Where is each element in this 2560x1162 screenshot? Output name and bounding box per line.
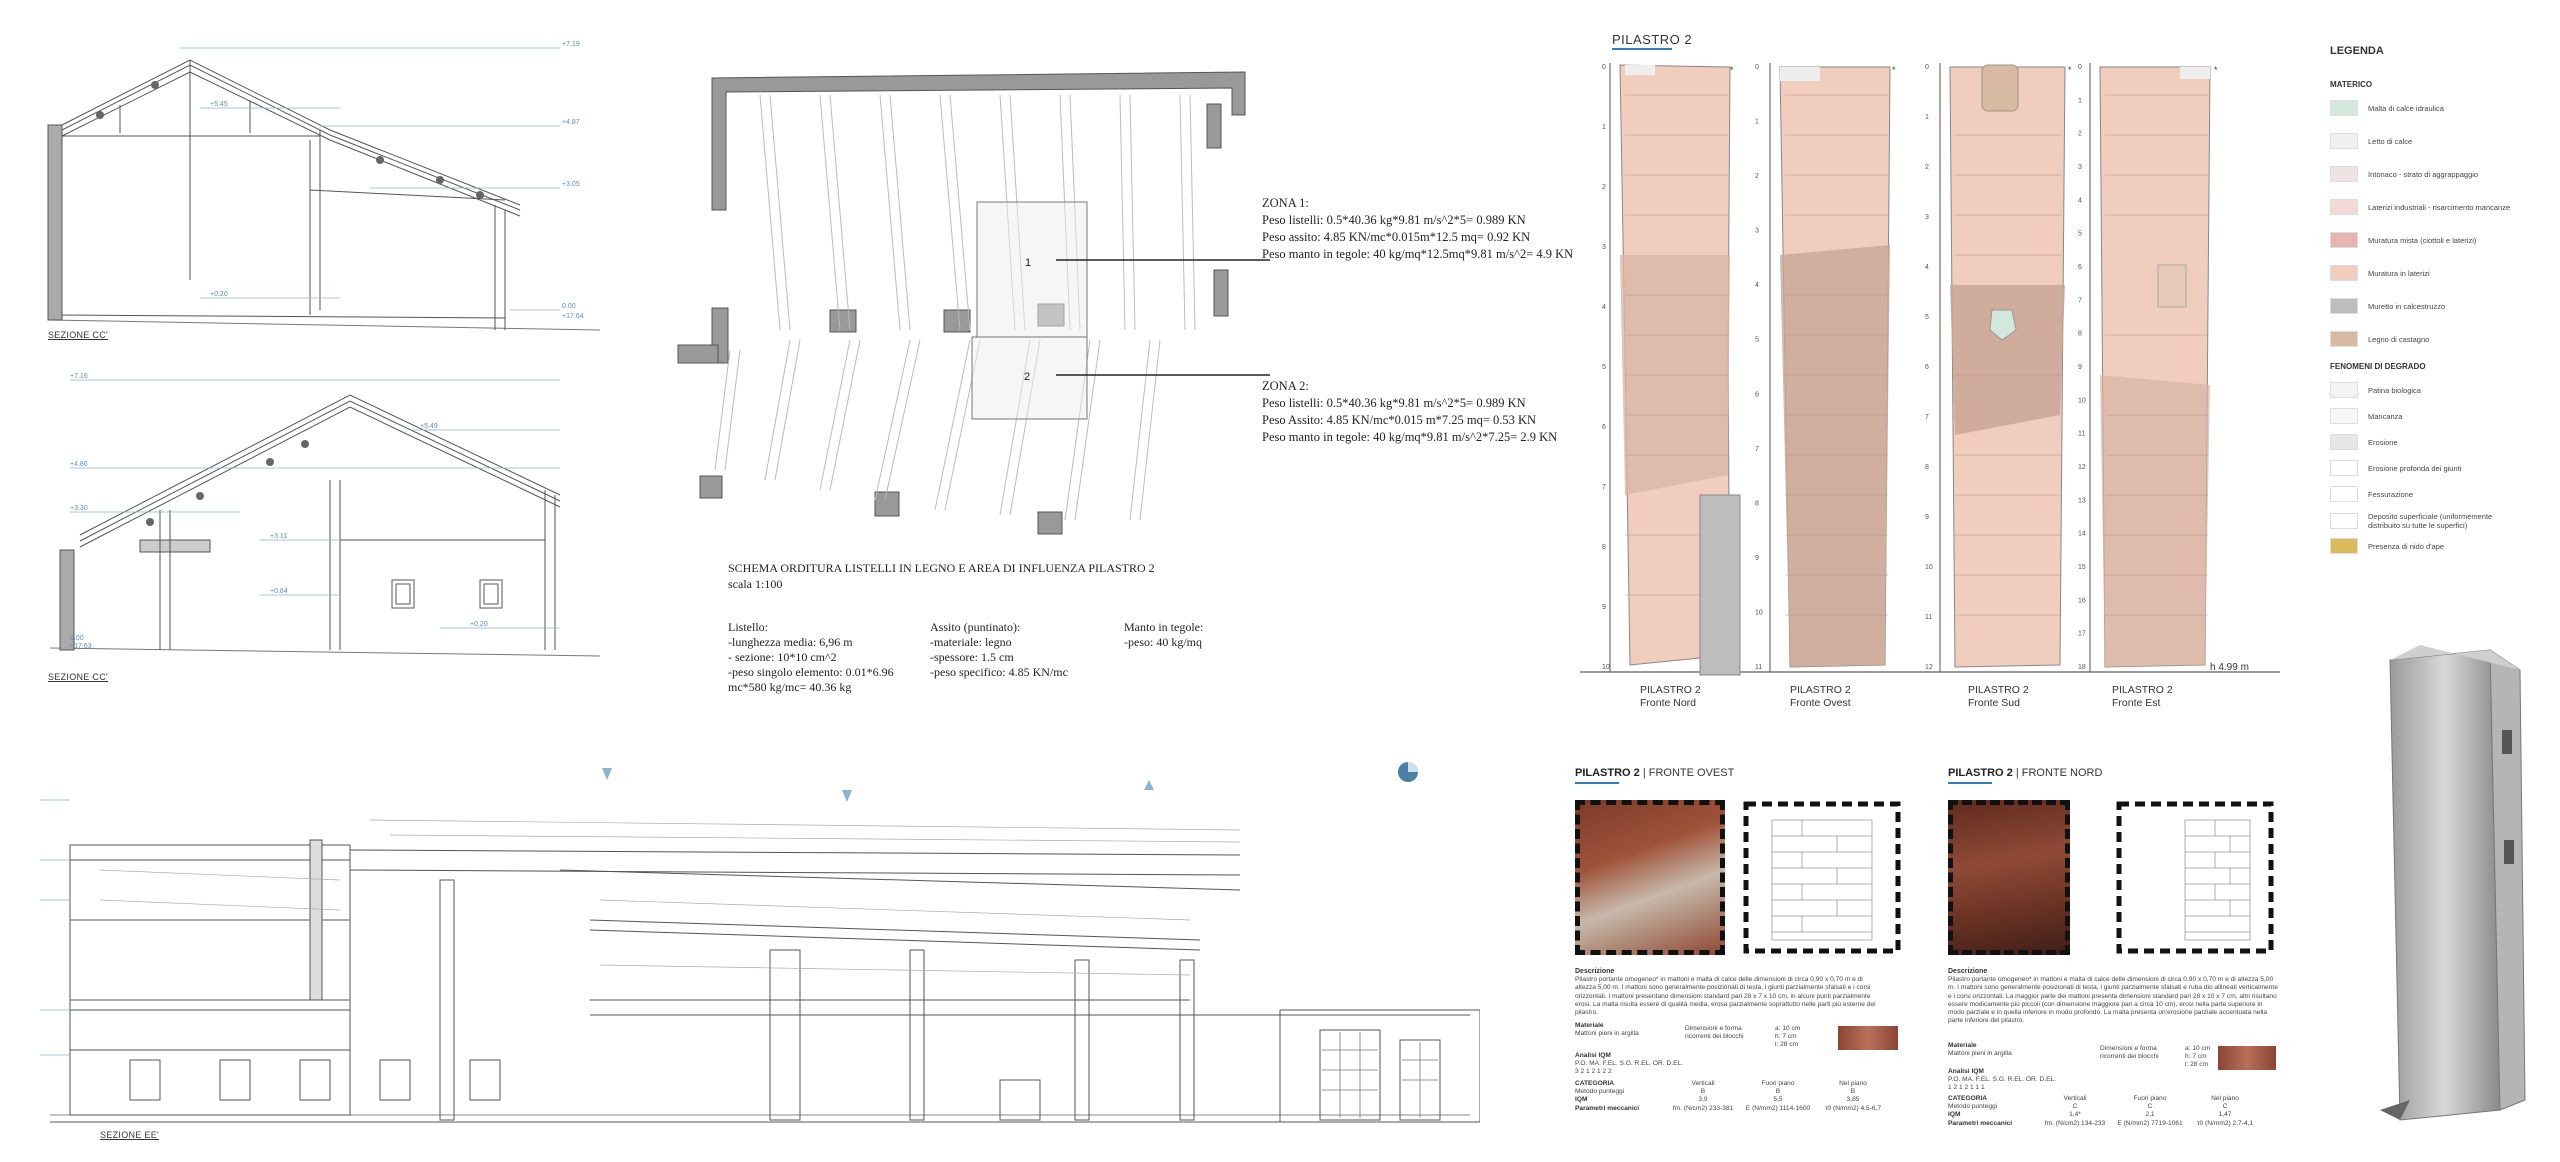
card-ovest-vert [1668,1080,1738,1113]
card-nord-cat-1: Metodo punteggi [1948,1103,1998,1111]
legend-materico-label-3: Laterizi industriali - risarcimento mancanze [2368,202,2511,212]
legend-materico-label-2: Intonaco - strato di aggrappaggio [2368,169,2479,179]
legend-materico-swatch-1 [2330,133,2358,149]
zona-2-line-2: Peso Assito: 4.85 KN/mc*0.015 m*7.25 mq= 0.53 KN [1262,413,1537,427]
card-ovest-vert-3: fm. (N/cm2) 233-381 [1672,1104,1734,1112]
listello-heading: Listello: [728,620,768,634]
scale-number-3-0: 0 [2078,64,2082,71]
card-nord-nel-1: C [2222,1103,2228,1111]
card-ovest-heading [1575,767,1734,779]
card-nord-h1: PILASTRO 2 [1948,767,2013,779]
elev-cc2-0: +7.16 [70,373,88,380]
legend-degrado-label-2: Erosione [2368,437,2398,447]
scale-number-0-2: 2 [1602,184,1606,191]
scale-number-3-10: 10 [2078,397,2086,405]
card-nord-vert [2040,1095,2110,1128]
legend-degrado-label-5: Deposito superficiale (uniformemente distribuito su tutte le superfici) [2368,512,2493,530]
schema-title [728,560,1155,592]
legend-degrado-item-2 [2330,434,2520,450]
card-ovest-dim-h2: h: 7 cm [1775,1033,1797,1041]
card-ovest-brick-sample [1838,1026,1898,1050]
elev-cc1-6: +17.64 [562,313,584,320]
pilastro-title-underline [1612,48,1672,50]
card-ovest-underline [1575,782,1619,784]
scale-number-1-6: 6 [1755,391,1759,399]
legend-degrado-label-3: Erosione profonda dei giunti [2368,463,2462,473]
card-ovest-vert-2: 3,9 [1698,1096,1708,1104]
card-ovest-cat-3: Parametri meccanici [1575,1104,1640,1112]
scale-number-0-8: 8 [1602,544,1606,551]
legend-materico-label-1: Letto di calce [2368,136,2413,146]
card-nord-vert-1: C [2072,1103,2078,1111]
caption-sud-b: Fronte Sud [1968,697,2020,709]
listello-line-2: - sezione: 10*10 cm^2 [728,650,837,664]
zona-2-line-3: Peso manto in tegole: 40 kg/mq*9.81 m/s^2*7.25= 2.9 KN [1262,430,1558,444]
scale-number-1-7: 7 [1755,445,1759,453]
schema-scale: scala 1:100 [728,577,783,591]
card-ovest-cat-0: CATEGORIA [1575,1080,1615,1087]
manto-heading: Manto in tegole: [1124,620,1204,634]
assito-line-3: -peso specifico: 4.85 KN/mc [930,665,1068,679]
scale-number-2-4: 4 [1925,264,1929,271]
scale-number-1-0: 0 [1755,64,1759,71]
card-ovest-vert-0: Verticali [1691,1080,1715,1087]
scale-number-1-5: 5 [1755,336,1759,344]
card-ovest-mat: Mattoni pieni in argilla [1575,1030,1639,1038]
card-nord-nel [2190,1095,2260,1128]
svg-text:*: * [1730,65,1734,75]
scale-number-3-11: 11 [2078,430,2086,438]
scale-number-0-5: 5 [1602,364,1606,371]
zone-1-area [977,202,1087,337]
card-ovest-fuori-3: E (N/mm2) 1114-1600 [1745,1104,1811,1112]
card-nord-desc: Pilastro portante omogeneo* in mattoni e malta di calce delle dimensioni di circa 0,90 x 0,70 m e di altezza 5,00 m. I mattoni sono generalmente posizionati di testa, i giunti parzialmente sfalsati e ruba dio allineati verticalmente e i corsi orizzontali. La maggior parte dei mattoni presenta dimensioni standard pari 28 x 10 x 7 cm, altri risultano essere modicamente più piccoli (con dimensione maggiore pari a circa 10 cm), erosi nella parte superiore in modo parziale e in quella inferiore in modo profondo. La malta presenta un'erosione parziale accentuata nella parte inferiore del pilastro. [1948,976,2278,1025]
legend-materico-swatch-5 [2330,265,2358,281]
scale-number-0-7: 7 [1602,484,1606,491]
card-nord-nel-0: Nel piano [2211,1095,2239,1102]
caption-sud-a: PILASTRO 2 [1968,684,2029,696]
legend-degrado-item-1 [2330,408,2520,424]
elev-cc2-1: +4.86 [70,461,88,468]
section-cc1-drawing [40,30,600,350]
assito-line-1: -materiale: legno [930,635,1012,649]
card-ovest-mat-h: Materiale [1575,1022,1604,1029]
legend-materico-item-0 [2330,100,2520,116]
zona-1-calc [1262,195,1573,263]
card-ovest-iqm-cols: P.O. MA. F.EL. S.G. R.EL. OR. D.EL. [1575,1060,1683,1068]
card-nord-materiale [1948,1042,2098,1058]
listello-line-3: -peso singolo elemento: 0.01*6.96 [728,665,894,679]
card-ovest-iqm-h: Analisi IQM [1575,1052,1611,1059]
manto-props [1124,620,1203,650]
scale-number-2-11: 11 [1925,614,1933,621]
legend-degrado-label-4: Fessurazione [2368,489,2414,499]
card-ovest-iqm [1575,1052,1755,1077]
zona-1-line-3: Peso manto in tegole: 40 kg/mq*12.5mq*9.81 m/s^2= 4.9 KN [1262,247,1574,261]
card-ovest-fuori [1743,1080,1813,1113]
elev-cc2-7: 0.00 [70,635,84,642]
card-nord-vert-2: 1,4* [2069,1111,2081,1119]
card-ovest-h1: PILASTRO 2 [1575,767,1640,779]
card-ovest-description [1575,968,1885,1017]
legend-degrado-swatch-0 [2330,382,2358,398]
card-ovest-desc-h: Descrizione [1575,968,1615,975]
card-nord-dim-h: Dimensioni e forma ricorrenti dei blocchi [2100,1045,2159,1061]
scale-number-2-7: 7 [1925,414,1929,421]
section-cc2-drawing [40,370,600,670]
card-ovest-fuori-1: B [1775,1088,1781,1096]
zona-2-line-1: Peso listelli: 0.5*40.36 kg*9.81 m/s^2*5= 0.989 KN [1262,396,1526,410]
scale-number-3-7: 7 [2078,297,2082,305]
legend-materico-item-6 [2330,298,2520,314]
legend-materico-swatch-3 [2330,199,2358,215]
card-nord-dim-h2: h: 7 cm [2185,1053,2207,1061]
pilastro-elevations [1580,55,2280,685]
card-nord-desc-h: Descrizione [1948,968,1988,975]
legend-degrado-label-0: Patina biologica [2368,385,2421,395]
card-ovest-fuori-2: 5,5 [1773,1096,1783,1104]
scale-number-3-17: 17 [2078,630,2086,638]
manto-line-1: -peso: 40 kg/mq [1124,635,1202,649]
elev-cc2-6: +0.20 [470,621,488,628]
card-ovest-iqm-vals: 3 2 1 2 1 2 2 [1575,1068,1612,1076]
elev-cc1-3: +5.45 [210,101,228,108]
card-nord-dim-a: a: 10 cm [2185,1045,2211,1052]
elev-cc1-2: +3.05 [562,181,580,188]
card-nord-iqm-vals: 1 2 1 2 1 1 1 [1948,1084,1985,1092]
legend-degrado-item-3 [2330,460,2520,476]
fronte-est-elevation [2100,67,2210,667]
legend-materico-item-4 [2330,232,2520,248]
card-nord-photo [1948,800,2070,955]
caption-nord-b: Fronte Nord [1640,697,1697,709]
zona-1-line-1: Peso listelli: 0.5*40.36 kg*9.81 m/s^2*5= 0.989 KN [1262,213,1526,227]
legend-materico-label-6: Muretto in calcestruzzo [2368,301,2446,311]
legend-materico-swatch-2 [2330,166,2358,182]
caption-ovest-b: Fronte Ovest [1790,697,1851,709]
card-nord-dim-l: l: 28 cm [2185,1061,2209,1069]
scale-number-2-1: 1 [1925,114,1929,121]
card-nord-fuori-0: Fuori piano [2133,1095,2167,1102]
card-nord-iqm [1948,1068,2128,1093]
scale-number-3-6: 6 [2078,264,2082,271]
svg-text:*: * [2214,65,2218,75]
card-nord-vert-0: Verticali [2063,1095,2087,1102]
card-nord-h2: | FRONTE NORD [2012,767,2103,779]
zona-2-title: ZONA 2: [1262,379,1309,393]
card-ovest-vert-1: B [1700,1088,1706,1096]
scale-number-3-8: 8 [2078,330,2082,338]
card-nord-dims [2185,1045,2210,1070]
legend-degrado-swatch-6 [2330,538,2358,554]
pilastro-title: PILASTRO 2 [1612,32,1693,47]
legend-degrado-item-0 [2330,382,2520,398]
legend-degrado-label-6: Presenza di nido d'ape [2368,541,2445,551]
scale-number-0-0: 0 [1602,64,1606,71]
card-nord-sketch [2115,800,2275,955]
legend-materico-item-2 [2330,166,2520,182]
scale-number-1-3: 3 [1755,227,1759,235]
card-ovest-photo [1575,800,1725,955]
listello-line-1: -lunghezza media: 6,96 m [728,635,853,649]
caption-est [2112,684,2173,710]
scale-number-1-8: 8 [1755,500,1759,508]
scale-number-2-2: 2 [1925,164,1929,171]
scale-number-0-10: 10 [1602,664,1610,671]
scale-number-3-14: 14 [2078,530,2086,538]
legend-materico-item-5 [2330,265,2520,281]
legend-materico-item-3 [2330,199,2520,215]
listelli-lines [715,95,1195,520]
scale-number-2-3: 3 [1925,214,1929,221]
assito-heading: Assito (puntinato): [930,620,1021,634]
scale-number-3-9: 9 [2078,364,2082,371]
scale-number-3-12: 12 [2078,464,2086,471]
card-nord-vert-3: fm. (N/cm2) 134-233 [2044,1119,2106,1127]
card-ovest-cat-1: Metodo punteggi [1575,1088,1625,1096]
scale-number-0-9: 9 [1602,604,1606,611]
scale-number-2-9: 9 [1925,514,1929,521]
card-ovest-fuori-0: Fuori piano [1761,1080,1795,1087]
section-cc2-label: SEZIONE CC' [48,672,109,682]
caption-est-b: Fronte Est [2112,697,2161,709]
fronte-ovest-elevation [1780,67,1890,667]
svg-text:*: * [2068,65,2072,75]
legend-materico-heading: MATERICO [2330,80,2373,89]
elev-cc1-0: +7.19 [562,41,580,48]
scale-number-3-15: 15 [2078,564,2086,571]
legend-materico-swatch-0 [2330,100,2358,116]
card-nord-mat-h: Materiale [1948,1042,1977,1049]
fronte-sud-elevation [1950,65,2065,667]
legend-degrado-swatch-5 [2330,513,2358,529]
scale-number-0-4: 4 [1602,304,1606,311]
scale-number-1-2: 2 [1755,173,1759,181]
scale-number-2-8: 8 [1925,464,1929,471]
card-nord-cat-3: Parametri meccanici [1948,1119,2013,1127]
card-ovest-nel-3: τ0 (N/mm2) 4,5-6,7 [1824,1104,1882,1112]
card-nord-heading [1948,767,2102,779]
legend-degrado-heading: FENOMENI DI DEGRADO [2330,362,2426,371]
card-ovest-nel-2: 3,85 [1846,1096,1860,1104]
legend-materico-item-7 [2330,331,2520,347]
zona-2-calc [1262,378,1557,446]
legend-materico-label-7: Legno di castagno [2368,334,2430,344]
card-ovest-sketch [1742,800,1902,955]
caption-ovest-a: PILASTRO 2 [1790,684,1851,696]
card-ovest-cat-2: IQM [1575,1096,1588,1104]
card-nord-brick-sample [2218,1046,2276,1070]
card-nord-fuori-2: 2,1 [2145,1111,2155,1119]
assito-props [930,620,1068,680]
card-nord-fuori [2115,1095,2185,1128]
legend-materico-label-0: Malta di calce idraulica [2368,103,2444,113]
assito-line-2: -spessore: 1.5 cm [930,650,1014,664]
scale-number-2-5: 5 [1925,314,1929,321]
card-ovest-cat-rows [1575,1080,1655,1113]
zone-2-label: 2 [1024,371,1031,383]
scale-number-2-10: 10 [1925,564,1933,571]
scale-number-2-6: 6 [1925,364,1929,371]
card-nord-cat-2: IQM [1948,1111,1961,1119]
scale-number-3-3: 3 [2078,164,2082,171]
scale-number-3-13: 13 [2078,497,2086,505]
card-ovest-dim-h: Dimensioni e forma ricorrenti dei blocchi [1685,1025,1744,1041]
legend-degrado-swatch-1 [2330,408,2358,424]
card-nord-iqm-cols: P.O. MA. F.EL. S.G. R.EL. OR. D.EL. [1948,1076,2056,1084]
scale-number-3-16: 16 [2078,597,2086,605]
elev-cc1-4: +0.20 [210,291,228,298]
scale-number-1-1: 1 [1755,118,1759,126]
card-nord-fuori-1: C [2147,1103,2153,1111]
elev-cc1-1: +4.87 [562,119,580,126]
scale-number-1-9: 9 [1755,554,1759,562]
card-ovest-nel-1: B [1850,1088,1856,1096]
legend-materico-label-4: Muratura mista (ciottoli e laterizi) [2368,235,2477,245]
scale-number-0-6: 6 [1602,424,1606,431]
card-nord-description [1948,968,2278,1025]
card-nord-mat: Mattoni pieni in argilla [1948,1050,2012,1058]
caption-est-a: PILASTRO 2 [2112,684,2173,696]
caption-nord-a: PILASTRO 2 [1640,684,1701,696]
card-nord-underline [1948,782,1992,784]
legend-title: LEGENDA [2330,45,2384,57]
pillar-3d-model [2370,640,2540,1140]
card-ovest-nel [1818,1080,1888,1113]
listello-props [728,620,894,695]
card-nord-nel-3: τ0 (N/mm2) 2,7-4,1 [2196,1119,2254,1127]
scale-number-1-4: 4 [1755,282,1759,290]
fronte-nord-elevation [1620,65,1740,675]
height-note: h 4.99 m [2210,662,2249,673]
legend-materico-swatch-4 [2330,232,2358,248]
legend-degrado-label-1: Mancanza [2368,411,2403,421]
scale-number-1-10: 10 [1755,609,1763,617]
listello-line-4: mc*580 kg/mc= 40.36 kg [728,680,852,694]
zone-1-label: 1 [1025,257,1032,269]
card-ovest-nel-0: Nel piano [1839,1080,1867,1087]
scale-number-0-3: 3 [1602,244,1606,251]
schema-title-text: SCHEMA ORDITURA LISTELLI IN LEGNO E AREA DI INFLUENZA PILASTRO 2 [728,561,1155,575]
scale-number-2-0: 0 [1925,64,1929,71]
scale-number-3-1: 1 [2078,97,2082,105]
card-ovest-dim-l: l: 28 cm [1775,1041,1799,1049]
legend-degrado-item-5 [2330,512,2520,530]
svg-text:*: * [1892,65,1896,75]
scale-number-3-4: 4 [2078,197,2082,205]
elev-cc2-3: +5.49 [420,423,438,430]
legend-degrado-swatch-4 [2330,486,2358,502]
elev-cc2-8: +17.63 [70,643,92,650]
caption-ovest [1790,684,1851,710]
legend-materico-swatch-7 [2330,331,2358,347]
scale-number-3-18: 18 [2078,664,2086,671]
scale-number-1-11: 11 [1755,664,1763,671]
card-ovest-desc: Pilastro portante omogeneo* in mattoni e malta di calce delle dimensioni di circa 0,90 x 0,70 m e di altezza 5,00 m. I mattoni sono generalmente posizionati di testa, i giunti parzialmente sfalsati e i corsi orizzontali. I mattoni presentano dimensioni standard pari 28 x 7 x 10 cm, in alcuni punti parzialmente erosi. La malta risulta essere di qualità media, erosa parzialmente soprattutto nelle parti più esterne del pilastro. [1575,976,1876,1017]
caption-nord [1640,684,1701,710]
card-ovest-dims [1775,1025,1800,1050]
legend-materico-label-5: Muratura in laterizi [2368,268,2430,278]
elev-cc2-4: +3.11 [270,533,288,540]
roof-plan-drawing [670,60,1270,560]
legend-materico-item-1 [2330,133,2520,149]
card-ovest-h2: | FRONTE OVEST [1639,767,1735,779]
legend-materico-swatch-6 [2330,298,2358,314]
elev-cc2-2: +3.30 [70,505,88,512]
legend-degrado-swatch-3 [2330,460,2358,476]
card-nord-fuori-3: E (N/mm2) 7719-1061 [2117,1119,2183,1127]
legend-degrado-item-6 [2330,538,2520,554]
scale-number-3-2: 2 [2078,130,2082,138]
card-nord-nel-2: 1,47 [2218,1111,2232,1119]
section-cc1-label: SEZIONE CC' [48,330,109,340]
elev-cc2-5: +0.84 [270,588,288,595]
legend-degrado-item-4 [2330,486,2520,502]
card-nord-cat-0: CATEGORIA [1948,1095,1988,1102]
zona-1-line-2: Peso assito: 4.85 KN/mc*0.015m*12.5 mq= 0.92 KN [1262,230,1531,244]
scale-number-0-1: 1 [1602,124,1606,131]
card-nord-cat-rows [1948,1095,2028,1128]
card-nord-iqm-h: Analisi IQM [1948,1068,1984,1075]
section-ee-label: SEZIONE EE' [100,1130,160,1140]
caption-sud [1968,684,2029,710]
zona-1-title: ZONA 1: [1262,196,1309,210]
elev-cc1-5: 0.00 [562,303,576,310]
section-ee-drawing [40,760,1480,1140]
scale-number-2-12: 12 [1925,664,1933,671]
scale-number-3-5: 5 [2078,230,2082,238]
legend-degrado-swatch-2 [2330,434,2358,450]
card-ovest-dim-a: a: 10 cm [1775,1025,1801,1032]
